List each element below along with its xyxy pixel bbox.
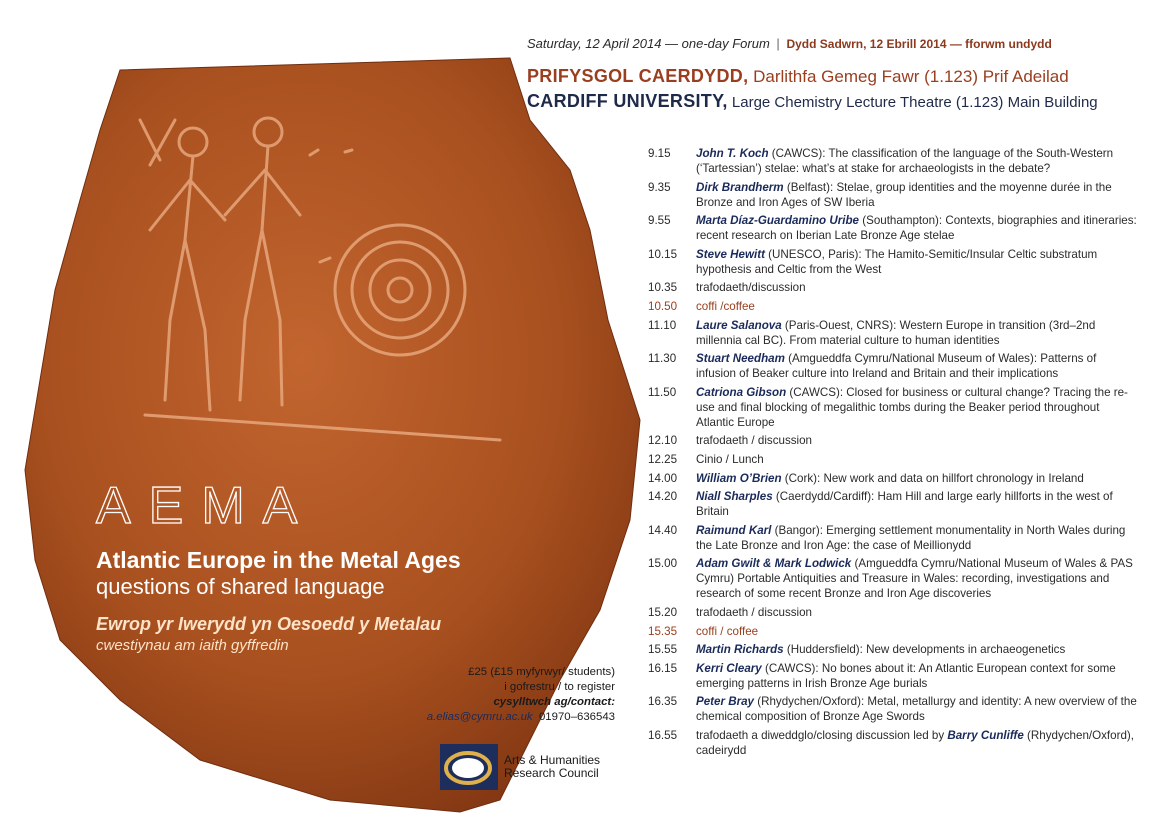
speaker-name: Kerri Cleary: [696, 661, 762, 675]
programme-description: Peter Bray (Rhydychen/Oxford): Metal, metallurgy and identity: A new overview of the chemical composition of Bronze Age Swords: [696, 695, 1137, 724]
programme-time: 10.50: [648, 299, 678, 313]
programme-time: 9.55: [648, 214, 671, 228]
programme-time: 14.00: [648, 471, 678, 485]
speaker-name: Adam Gwilt & Mark Lodwick: [696, 557, 852, 571]
programme-description: Laure Salanova (Paris-Ouest, CNRS): Western Europe in transition (3rd–2nd millennia cal BC). From material culture to human identities: [696, 318, 1096, 347]
programme-description: Martin Richards (Huddersfield): New developments in archaeogenetics: [696, 643, 1066, 657]
programme-description: Stuart Needham (Amgueddfa Cymru/National Museum of Wales): Patterns of infusion of Beaker culture into Ireland and Britain and their implications: [696, 352, 1097, 381]
programme-time: 16.15: [648, 661, 678, 675]
programme-row: [648, 280, 1138, 295]
venue-en: [527, 91, 1098, 112]
programme-time: 14.20: [648, 490, 678, 504]
speaker-name: Marta Díaz-Guardamino Uribe: [696, 214, 859, 228]
programme-description: Steve Hewitt (UNESCO, Paris): The Hamito-Semitic/Insular Celtic substratum hypothesis and Celtic from the West: [696, 247, 1098, 276]
programme-row: [648, 351, 1138, 381]
programme-time: 9.15: [648, 147, 671, 160]
programme-description: Cinio / Lunch: [696, 452, 764, 466]
programme-time: 14.40: [648, 523, 678, 537]
programme-time: 11.10: [648, 318, 677, 332]
programme-row: [648, 471, 1138, 486]
programme-row: [648, 385, 1138, 430]
speaker-name: Barry Cunliffe: [947, 728, 1024, 742]
programme-row: [648, 556, 1138, 601]
contact-email[interactable]: a.elias@cymru.ac.uk: [426, 711, 533, 723]
fee-text: £25 (£15 myfyrwyr/ students): [468, 666, 615, 678]
programme-description: Dirk Brandherm (Belfast): Stelae, group identities and the moyenne durée in the Bronze and Iron Ages of SW Iberia: [696, 180, 1112, 209]
speaker-name: Niall Sharples: [696, 490, 773, 504]
subtitle-en: questions of shared language: [96, 574, 385, 599]
programme-row: [648, 318, 1138, 348]
programme-description: Adam Gwilt & Mark Lodwick (Amgueddfa Cymru/National Museum of Wales & PAS Cymru) Portable Antiquities and Treasure in Wales: recording, investigations and research of some recent Bronze and Iron Age discoveries: [696, 557, 1133, 601]
programme-description: trafodaeth / discussion: [696, 434, 813, 448]
programme-description: Catriona Gibson (CAWCS): Closed for business or cultural change? Tracing the re-use and final blocking of megalithic tombs during the Beaker period throughout Atlantic Europe: [696, 385, 1128, 429]
programme-row: [648, 180, 1138, 210]
programme-time: 15.00: [648, 557, 678, 571]
programme-time: 16.35: [648, 695, 678, 709]
programme-description: Raimund Karl (Bangor): Emerging settlement monumentality in North Wales during the Late Bronze and Iron Age: the case of Meillionydd: [696, 523, 1126, 552]
ahrc-sponsor: [440, 744, 600, 790]
event-date-line: [527, 36, 1052, 51]
programme-row: [648, 247, 1138, 277]
programme-row: [648, 489, 1138, 519]
register-text: i gofrestru / to register: [504, 681, 615, 693]
date-cy: Dydd Sadwrn, 12 Ebrill 2014 — fforwm undydd: [786, 37, 1052, 51]
programme-list: [648, 146, 1138, 761]
programme-row: [648, 694, 1138, 724]
programme-description: Niall Sharples (Caerdydd/Cardiff): Ham Hill and large early hillforts in the west of Britain: [696, 490, 1113, 519]
programme-time: 12.10: [648, 434, 678, 448]
university-name-en: CARDIFF UNIVERSITY,: [527, 91, 728, 111]
programme-description: trafodaeth a diweddglo/closing discussion led by Barry Cunliffe (Rhydychen/Oxford), cadeirydd: [696, 728, 1134, 757]
programme-description: trafodaeth / discussion: [696, 605, 813, 619]
ahrc-logo-icon: [440, 744, 498, 790]
programme-time: 10.35: [648, 281, 678, 295]
subtitle-cy: cwestiynau am iaith gyffredin: [96, 637, 289, 654]
programme-time: 16.55: [648, 728, 678, 742]
title-cy: Ewrop yr Iwerydd yn Oesoedd y Metalau: [96, 614, 442, 634]
programme-description: William O’Brien (Cork): New work and data on hillfort chronology in Ireland: [696, 471, 1084, 485]
speaker-name: Raimund Karl: [696, 523, 772, 537]
registration-info: [427, 665, 615, 725]
programme-time: 15.55: [648, 643, 678, 657]
programme-row: [648, 661, 1138, 691]
programme-row: [648, 213, 1138, 243]
speaker-name: Dirk Brandherm: [696, 180, 784, 194]
speaker-name: Catriona Gibson: [696, 385, 787, 399]
title-en: Atlantic Europe in the Metal Ages: [96, 547, 461, 573]
programme-time: 15.20: [648, 605, 678, 619]
contact-label: cysylltwch ag/contact:: [493, 696, 615, 708]
speaker-name: Peter Bray: [696, 695, 755, 709]
programme-row: [648, 605, 1138, 620]
speaker-name: William O’Brien: [696, 471, 782, 485]
date-en: Saturday, 12 April 2014 — one-day Forum: [527, 36, 770, 51]
acronym-title: AEMA: [96, 477, 316, 535]
venue-cy: [527, 66, 1069, 87]
ahrc-name-line1: Arts & Humanities: [504, 753, 601, 767]
programme-row: [648, 642, 1138, 657]
programme-row: [648, 624, 1138, 639]
programme-row: [648, 146, 1138, 176]
speaker-name: Martin Richards: [696, 643, 784, 657]
speaker-name: Laure Salanova: [696, 318, 782, 332]
programme-row: [648, 452, 1138, 467]
speaker-name: John T. Koch: [696, 147, 769, 160]
programme-description: coffi / coffee: [696, 624, 759, 638]
programme-description: coffi /coffee: [696, 299, 755, 313]
contact-phone: 01970–636543: [538, 711, 615, 723]
programme-time: 9.35: [648, 180, 671, 194]
programme-time: 10.15: [648, 247, 678, 261]
date-separator: |: [776, 36, 780, 51]
programme-description: Kerri Cleary (CAWCS): No bones about it: An Atlantic European context for some emerging patterns in Irish Bronze Age burials: [696, 661, 1116, 690]
university-name-cy: PRIFYSGOL CAERDYDD,: [527, 66, 749, 86]
venue-name-en: Large Chemistry Lecture Theatre (1.123) Main Building: [727, 94, 1098, 111]
programme-row: [648, 728, 1138, 758]
programme-time: 12.25: [648, 452, 678, 466]
programme-description: trafodaeth/discussion: [696, 281, 806, 295]
programme-time: 11.30: [648, 352, 677, 366]
venue-name-cy: Darlithfa Gemeg Fawr (1.123) Prif Adeilad: [748, 67, 1069, 86]
programme-time: 11.50: [648, 385, 677, 399]
speaker-name: Stuart Needham: [696, 352, 785, 366]
programme-description: John T. Koch (CAWCS): The classification of the language of the South-Western (‘Tartessian’) stelae: what’s at stake for archaeologists in the debate?: [696, 147, 1114, 175]
programme-row: [648, 523, 1138, 553]
programme-time: 15.35: [648, 624, 678, 638]
speaker-name: Steve Hewitt: [696, 247, 765, 261]
programme-description: Marta Díaz-Guardamino Uribe (Southampton): Contexts, biographies and itineraries: recent research on Iberian Late Bronze Age stelae: [696, 214, 1137, 243]
ahrc-name-line2: Research Council: [504, 766, 599, 780]
programme-row: [648, 299, 1138, 314]
programme-row: [648, 433, 1138, 448]
